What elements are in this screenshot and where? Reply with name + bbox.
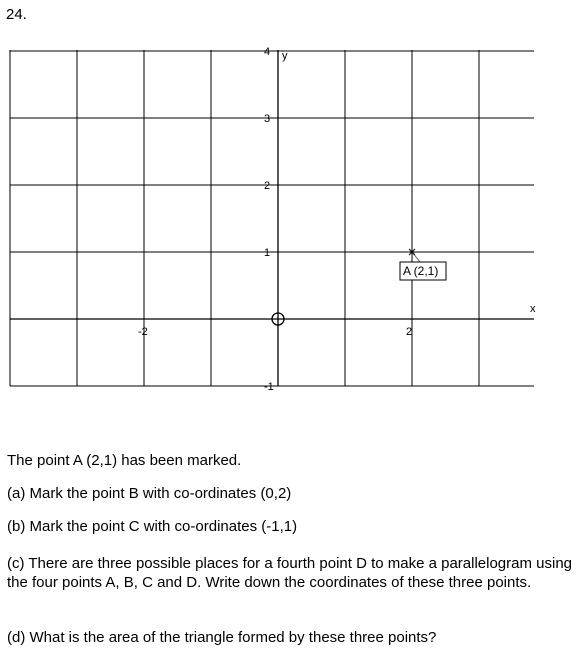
y-tick-label: 1	[264, 247, 271, 259]
x-axis-label: x	[530, 303, 536, 315]
question-number: 24.	[6, 6, 27, 23]
part-c-text: (c) There are three possible places for a fourth point D to make a parallelogram using the four points A, B, C and D. Write down the coordinates of these three points.	[7, 555, 573, 591]
part-b-text: (b) Mark the point C with co-ordinates (-1,1)	[7, 518, 298, 535]
x-tick-label: -2	[138, 326, 148, 338]
point-label: A (2,1)	[403, 264, 439, 278]
y-tick-label: -1	[264, 381, 274, 393]
y-tick-label: 4	[264, 46, 271, 58]
intro-text: The point A (2,1) has been marked.	[7, 452, 242, 469]
y-axis-label: y	[282, 50, 288, 62]
x-tick-label: 2	[406, 326, 413, 338]
part-d-text: (d) What is the area of the triangle formed by these three points?	[7, 629, 437, 646]
y-tick-label: 2	[264, 180, 271, 192]
part-a-text: (a) Mark the point B with co-ordinates (0,2)	[7, 485, 292, 502]
y-tick-label: 3	[264, 113, 271, 125]
